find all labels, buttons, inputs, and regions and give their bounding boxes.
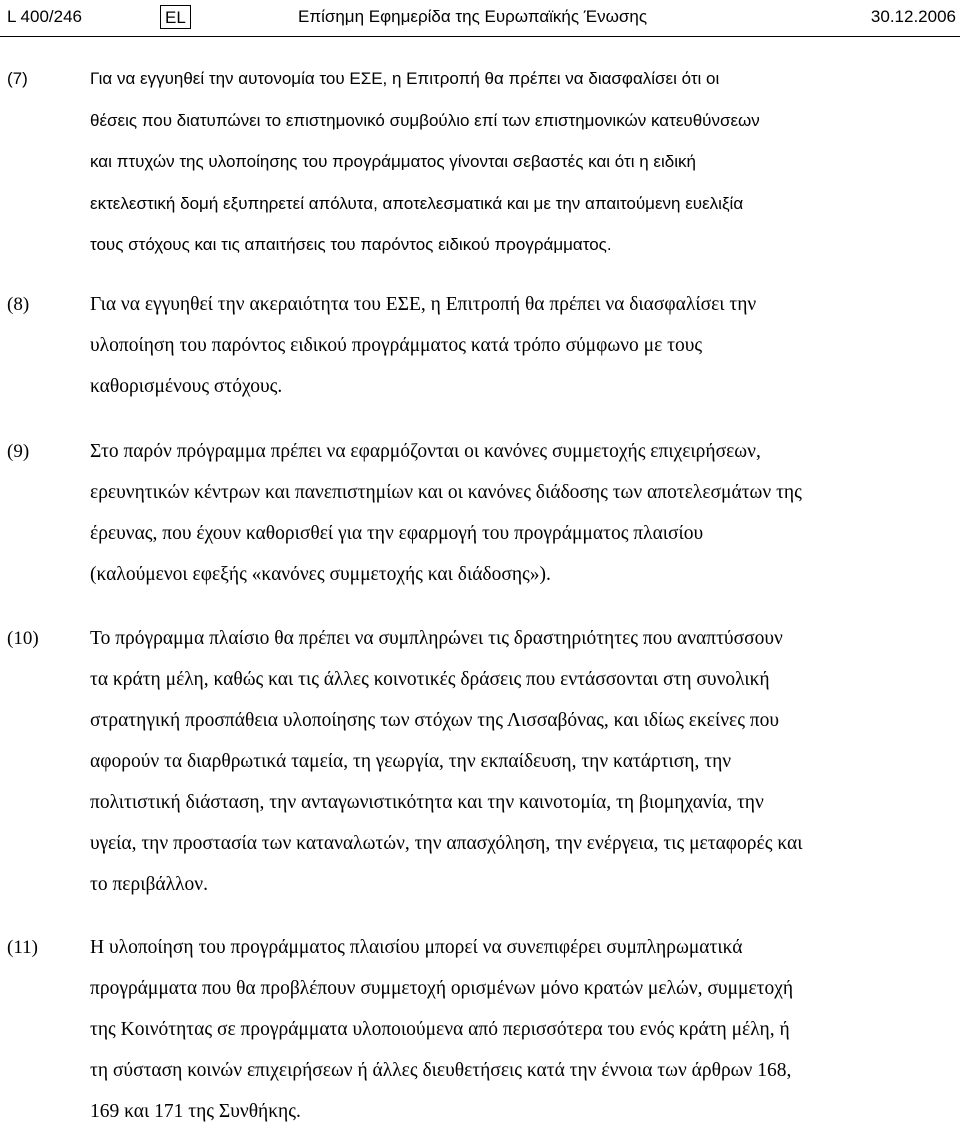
- text-line: της Κοινότητας σε προγράμματα υλοποιούμενα από περισσότερα του ενός κράτη μέλη, ή: [90, 1019, 790, 1040]
- recital-text: [90, 431, 802, 595]
- recital-number: (9): [7, 441, 30, 462]
- recital-text: [90, 58, 760, 266]
- text-line: καθορισμένους στόχους.: [90, 376, 283, 397]
- recital-number: (11): [7, 937, 38, 958]
- text-line: αφορούν τα διαρθρωτικά ταμεία, τη γεωργία, την εκπαίδευση, την κατάρτιση, την: [90, 751, 732, 772]
- text-line: Η υλοποίηση του προγράμματος πλαισίου μπορεί να συνεπιφέρει συμπληρωματικά: [90, 937, 743, 958]
- text-line: έρευνας, που έχουν καθορισθεί για την εφαρμογή του προγράμματος πλαισίου: [90, 523, 704, 544]
- journal-title: Επίσημη Εφημερίδα της Ευρωπαϊκής Ένωσης: [298, 7, 648, 26]
- text-line: το περιβάλλον.: [90, 874, 208, 895]
- text-line: τα κράτη μέλη, καθώς και τις άλλες κοινοτικές δράσεις που εντάσσονται στη συνολική: [90, 669, 770, 690]
- text-line: ερευνητικών κέντρων και πανεπιστημίων και οι κανόνες διάδοσης των αποτελεσμάτων της: [90, 482, 802, 503]
- recital-text: [90, 927, 793, 1132]
- recital-number: (10): [7, 628, 39, 649]
- text-line: τη σύσταση κοινών επιχειρήσεων ή άλλες διευθετήσεις κατά την έννοια των άρθρων 168,: [90, 1060, 792, 1081]
- journal-reference: L 400/246: [7, 7, 82, 26]
- text-line: υλοποίηση του παρόντος ειδικού προγράμματος κατά τρόπο σύμφωνο με τους: [90, 335, 703, 356]
- text-line: Το πρόγραμμα πλαίσιο θα πρέπει να συμπληρώνει τις δραστηριότητες που αναπτύσσουν: [90, 628, 783, 649]
- language-code-box: EL: [160, 5, 191, 29]
- text-line: Για να εγγυηθεί την ακεραιότητα του ΕΣΕ, η Επιτροπή θα πρέπει να διασφαλίσει την: [90, 294, 757, 315]
- text-line: τους στόχους και τις απαιτήσεις του παρόντος ειδικού προγράμματος.: [90, 235, 612, 254]
- text-line: πολιτιστική διάσταση, την ανταγωνιστικότητα και την καινοτομία, τη βιομηχανία, την: [90, 792, 764, 813]
- text-line: προγράμματα που θα προβλέπουν συμμετοχή ορισμένων μόνο κρατών μελών, συμμετοχή: [90, 978, 794, 999]
- text-line: Στο παρόν πρόγραμμα πρέπει να εφαρμόζονται οι κανόνες συμμετοχής επιχειρήσεων,: [90, 441, 761, 462]
- recital-number: (8): [7, 294, 30, 315]
- text-line: 169 και 171 της Συνθήκης.: [90, 1101, 301, 1122]
- text-line: θέσεις που διατυπώνει το επιστημονικό συμβούλιο επί των επιστημονικών κατευθύνσεων: [90, 110, 760, 130]
- recital-text: [90, 284, 756, 407]
- text-line: υγεία, την προστασία των καταναλωτών, την απασχόληση, την ενέργεια, τις μεταφορές και: [90, 833, 803, 854]
- text-line: Για να εγγυηθεί την αυτονομία του ΕΣΕ, η Επιτροπή θα πρέπει να διασφαλίσει ότι οι: [90, 69, 720, 88]
- text-line: (καλούμενοι εφεξής «κανόνες συμμετοχής και διάδοσης»).: [90, 564, 551, 585]
- text-line: εκτελεστική δομή εξυπηρετεί απόλυτα, αποτελεσματικά και με την απαιτούμενη ευελιξία: [90, 193, 744, 213]
- recital-number: (7): [7, 69, 28, 88]
- text-line: και πτυχών της υλοποίησης του προγράμματος γίνονται σεβαστές και ότι η ειδική: [90, 152, 696, 171]
- text-line: στρατηγική προσπάθεια υλοποίησης των στόχων της Λισσαβόνας, και ιδίως εκείνες που: [90, 710, 780, 731]
- journal-header: [0, 2, 960, 37]
- publication-date: 30.12.2006: [870, 7, 956, 26]
- recital-text: [90, 618, 802, 905]
